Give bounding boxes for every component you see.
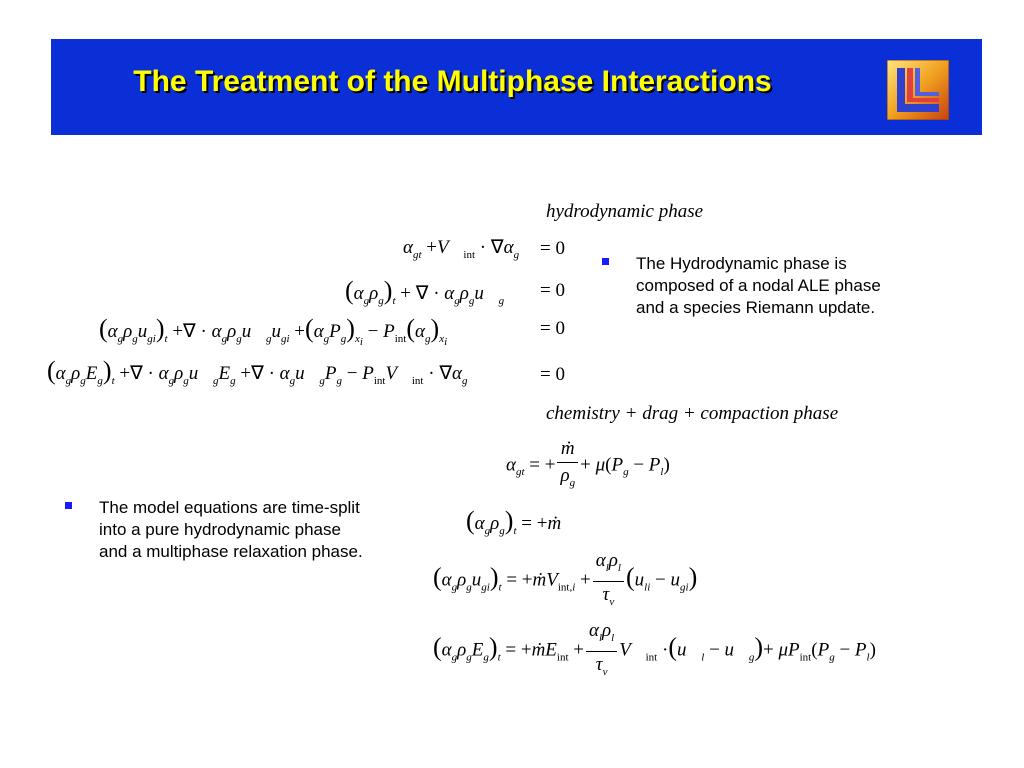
hydro-equation-3-rhs: = 0 <box>540 318 565 339</box>
hydro-phase-bullet-text: The Hydrodynamic phase is composed of a nodal ALE phase and a species Riemann update. <box>636 254 881 317</box>
hydro-equation-2: $(\alpha_g\rho_g)_t$ + ∇ · $\alpha_g\rho_gu⃗_g$ <box>345 276 505 307</box>
relax-equation-3: $(\alpha_g\rho_gu_{gi})_t$ = +ṁV$_{int,i}$ + $\frac{\alpha_l\rho_l}{\tau_v}$ $(u_{li} - u_{gi})$ <box>433 550 698 608</box>
relax-equation-2: $(\alpha_g\rho_g)_t$ = +ṁ <box>466 506 562 537</box>
hydro-equation-3: $(\alpha_g\rho_gu_{gi})_t$ +∇ · $\alpha_g\rho_gu⃗_gu_{gi} +(\alpha_gP_g)_{x_i} - P_{int}(\alpha_g)_{x_i}$ <box>99 314 448 348</box>
hydrodynamic-phase-label: hydrodynamic phase <box>546 201 704 222</box>
llnl-logo-icon <box>887 60 949 120</box>
hydro-equation-1-rhs: = 0 <box>540 238 565 259</box>
hydro-phase-bullet <box>602 253 912 343</box>
slide-title: The Treatment of the Multiphase Interactions <box>133 65 772 98</box>
hydro-equation-1: $\alpha_{gt}$ $+V⃗_{int} \cdot \nabla\alpha_g$ <box>403 237 520 261</box>
bullet-square-icon <box>602 258 609 265</box>
time-split-bullet <box>65 497 375 637</box>
relaxation-phase-label: chemistry + drag + compaction phase <box>546 403 839 424</box>
hydro-equation-4-rhs: = 0 <box>540 364 565 385</box>
title-banner <box>51 39 982 135</box>
hydro-equation-4: $(\alpha_g\rho_gE_g)_t$ +∇ · $\alpha_g\rho_gu⃗_gE_g$ +∇ · $\alpha_gu⃗_gP_g$ − $P_{int}V⃗_{int} \cdot \nabla\alpha_g$ <box>47 356 468 387</box>
relax-equation-1: $\alpha_{gt}$ = + $\frac{\text{ṁ}}{\rho_g}$ + $\mu(P_g - P_l)$ <box>506 438 670 489</box>
hydro-equation-2-rhs: = 0 <box>540 280 565 301</box>
relax-equation-4: $(\alpha_g\rho_gE_g)_t$ = +ṁE$_{int}$ + $\frac{\alpha_l\rho_l}{\tau_v}$ $V⃗_{int}$ $\cdot(u⃗_l$ − $u⃗_g)+ \mu P_{int}(P_g - P_l)$ <box>433 620 876 678</box>
time-split-bullet-text: The model equations are time-split into a pure hydrodynamic phase and a multiphase relaxation phase. <box>99 498 363 561</box>
bullet-square-icon <box>65 502 72 509</box>
